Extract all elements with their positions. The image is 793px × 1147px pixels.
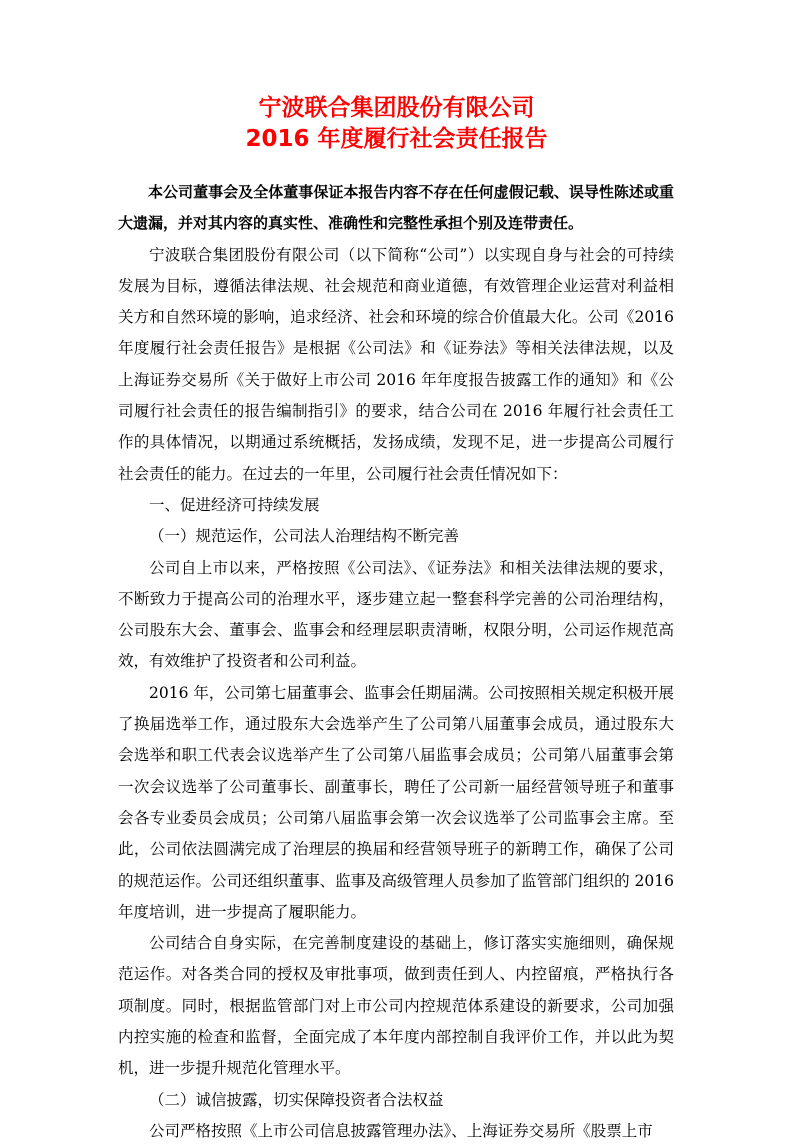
- report-title-year: 2016 年度履行社会责任报告: [245, 126, 548, 152]
- board-statement: 本公司董事会及全体董事保证本报告内容不存在任何虚假记载、误导性陈述或重大遗漏，并对其内容的真实性、准确性和完整性承担个别及连带责任。: [118, 183, 674, 233]
- section-heading-economy: 一、促进经济可持续发展: [149, 495, 320, 514]
- report-body: [118, 177, 674, 1147]
- report-title-company: 宁波联合集团股份有限公司: [258, 95, 535, 121]
- body-paragraph: 公司自上市以来，严格按照《公司法》、《证券法》和相关法律法规的要求，不断致力于提高公司的治理水平，逐步建立起一整套科学完善的公司治理结构，公司股东大会、董事会、监事会和经理层职责清晰，权限分明，公司运作规范高效，有效维护了投资者和公司利益。: [118, 558, 674, 671]
- body-paragraph: 公司结合自身实际，在完善制度建设的基础上，修订落实实施细则，确保规范运作。对各类合同的授权及审批事项，做到责任到人、内控留痕，严格执行各项制度。同时，根据监管部门对上市公司内控规范体系建设的新要求，公司加强内控实施的检查和监督，全面完成了本年度内部控制自我评价工作，并以此为契机，进一步提升规范化管理水平。: [118, 934, 674, 1078]
- subsection-heading-governance: （一）规范运作，公司法人治理结构不断完善: [149, 527, 460, 546]
- body-paragraph: 2016 年，公司第七届董事会、监事会任期届满。公司按照相关规定积极开展了换届选举工作，通过股东大会选举产生了公司第八届董事会成员，通过股东大会选举和职工代表会议选举产生了公司第八届监事会成员；公司第八届董事会第一次会议选举了公司董事长、副董事长，聘任了公司新一届经营领导班子和董事会各专业委员会成员；公司第八届监事会第一次会议选举了公司监事会主席。至此，公司依法圆满完成了治理层的换届和经营领导班子的新聘工作，确保了公司的规范运作。公司还组织董事、监事及高级管理人员参加了监管部门组织的 2016 年度培训，进一步提高了履职能力。: [118, 683, 674, 921]
- body-paragraph: 公司严格按照《上市公司信息披露管理办法》、上海证券交易所《股票上市: [149, 1121, 653, 1140]
- intro-paragraph: 宁波联合集团股份有限公司（以下简称“公司”）以实现自身与社会的可持续发展为目标，遵循法律法规、社会规范和商业道德，有效管理企业运营对利益相关方和自然环境的影响，追求经济、社会和环境的综合价值最大化。公司《2016年度履行社会责任报告》是根据《公司法》和《证券法》等相关法律法规，以及上海证券交易所《关于做好上市公司 2016 年年度报告披露工作的通知》和《公司履行社会责任的报告编制指引》的要求，结合公司在 2016 年履行社会责任工作的具体情况，以期通过系统概括，发扬成绩，发现不足，进一步提高公司履行社会责任的能力。在过去的一年里，公司履行社会责任情况如下：: [118, 245, 674, 483]
- subsection-heading-disclosure: （二）诚信披露，切实保障投资者合法权益: [149, 1090, 444, 1109]
